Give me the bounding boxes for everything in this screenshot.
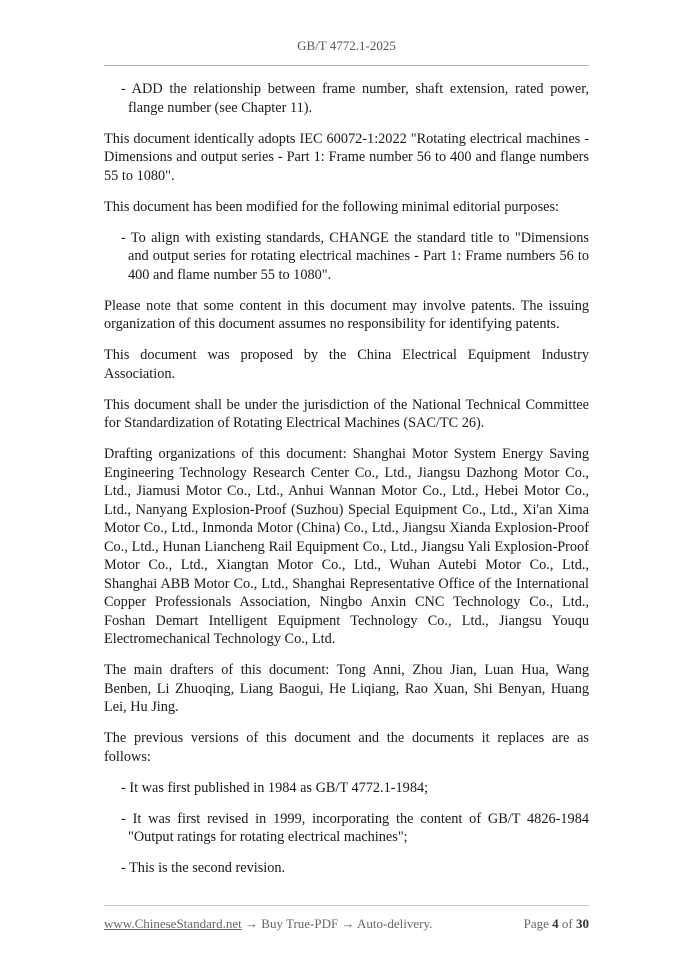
list-item-history-second-revision: - This is the second revision. [121,860,286,876]
page-footer [104,916,589,932]
page-header-title: GB/T 4772.1-2025 [297,38,396,53]
paragraph-adopts-iec: This document identically adopts IEC 60072-1:2022 "Rotating electrical machines - Dimensions and output series - Part 1: Frame number 56 to 400 and flange numbers 55 to 1080". [104,130,589,184]
footer-promo [104,916,432,932]
paragraph-patents: Please note that some content in this document may involve patents. The issuing organization of this document assumes no responsibility for identifying patents. [104,297,589,332]
paragraph-modifications: This document has been modified for the following minimal editorial purposes: [104,198,560,215]
footer-divider [104,905,589,906]
page-indicator [524,916,589,932]
list-item-history-1984: - It was first published in 1984 as GB/T 4772.1-1984; [121,779,429,796]
footer-tagline: → Buy True-PDF → Auto-delivery. [241,916,433,931]
page-current: 4 [552,916,559,931]
header-divider [104,65,589,66]
page-prefix: Page [523,916,553,931]
page-total: 30 [576,916,589,931]
paragraph-main-drafters: The main drafters of this document: Tong Anni, Zhou Jian, Luan Hua, Wang Benben, Li Zhuoqing, Liang Baogui, He Liqiang, Rao Xuan, Shi Benyan, Huang Lei, Hu Jing. [104,662,589,715]
document-body [104,80,589,878]
paragraph-previous-versions: The previous versions of this document and the documents it replaces are as follows: [104,730,589,765]
chinesestandard-link[interactable]: www.ChineseStandard.net [104,916,242,931]
list-item-change-title: - To align with existing standards, CHANGE the standard title to "Dimensions and output series for rotating electrical machines - Part 1: Frame numbers 56 to 400 and flame number 55 to 1080". [121,229,589,283]
paragraph-proposed-by: This document was proposed by the China Electrical Equipment Industry Association. [104,347,589,382]
list-item-add-relationship: - ADD the relationship between frame number, shaft extension, rated power, flange number (see Chapter 11). [121,81,589,116]
list-item-history-1999: - It was first revised in 1999, incorporating the content of GB/T 4826-1984 "Output ratings for rotating electrical machines"; [121,810,589,845]
paragraph-drafting-organizations: Drafting organizations of this document: Shanghai Motor System Energy Saving Engineering Technology Research Center Co., Ltd., Jiangsu Dazhong Motor Co., Ltd., Jiamusi Motor Co., Ltd., Anhui Wannan Motor Co., Ltd., Hebei Motor Co., Ltd., Nanyang Explosion-Proof (Suzhou) Special Equipment Co., Ltd., Xi'an Xima Motor Co., Ltd., Inmonda Motor (China) Co., Ltd., Jiangsu Xianda Explosion-Proof Co., Ltd., Hunan Liancheng Rail Equipment Co., Ltd., Jiangsu Yali Explosion-Proof Motor Co., Ltd., Xiangtan Motor Co., Ltd., Wuhan Autebi Motor Co., Ltd., Shanghai ABB Motor Co., Ltd., Shanghai Representative Office of the International Copper Professionals Association, Ningbo Anxin CNC Technology Co., Ltd., Foshan Demart Intelligent Equipment Technology Co., Ltd., Jiangsu Youqu Electromechanical Technology Co., Ltd. [104,446,589,647]
paragraph-jurisdiction: This document shall be under the jurisdiction of the National Technical Committee for Standardization of Rotating Electrical Machines (SAC/TC 26). [104,396,589,431]
page-of: of [558,916,576,931]
